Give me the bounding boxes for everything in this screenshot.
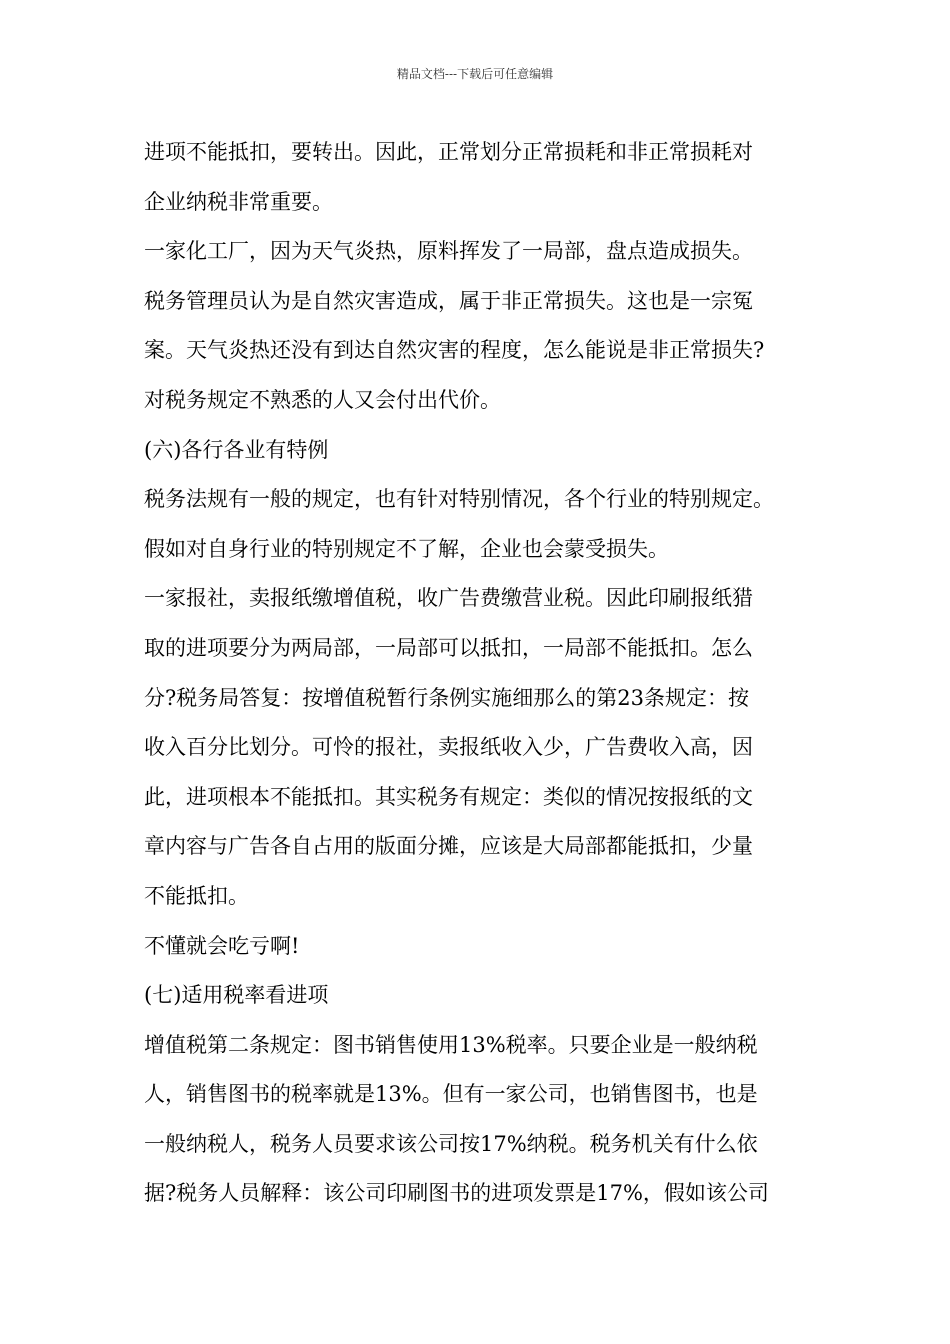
text-line: 收入百分比划分。可怜的报社，卖报纸收入少，广告费收入高，因 — [144, 735, 753, 760]
section-heading: (七)适用税率看进项 — [144, 983, 329, 1008]
text-line: 增值税第二条规定：图书销售使用13%税率。只要企业是一般纳税 — [144, 1032, 758, 1057]
text-line: 此，进项根本不能抵扣。其实税务有规定：类似的情况按报纸的文 — [144, 784, 753, 809]
text-line: 企业纳税非常重要。 — [144, 189, 333, 214]
text-line: 一般纳税人，税务人员要求该公司按17%纳税。税务机关有什么依 — [144, 1131, 758, 1156]
text-line: 取的进项要分为两局部，一局部可以抵扣，一局部不能抵扣。怎么 — [144, 635, 753, 660]
text-line: 一家化工厂，因为天气炎热，原料挥发了一局部，盘点造成损失。 — [144, 239, 753, 264]
text-line: 一家报社，卖报纸缴增值税，收广告费缴营业税。因此印刷报纸猎 — [144, 586, 753, 611]
text-line: 假如对自身行业的特别规定不了解，企业也会蒙受损失。 — [144, 536, 669, 561]
text-line: 不懂就会吃亏啊! — [144, 933, 300, 958]
text-line: 税务管理员认为是自然灾害造成，属于非正常损失。这也是一宗冤 — [144, 288, 753, 313]
document-body — [144, 131, 828, 1222]
text-line: 不能抵扣。 — [144, 883, 249, 908]
section-heading: (六)各行各业有特例 — [144, 437, 329, 462]
text-line: 进项不能抵扣，要转出。因此，正常划分正常损耗和非正常损耗对 — [144, 140, 753, 164]
text-line: 据?税务人员解释：该公司印刷图书的进项发票是17%，假如该公司 — [144, 1181, 769, 1206]
text-line: 人，销售图书的税率就是13%。但有一家公司，也销售图书，也是 — [144, 1082, 758, 1107]
text-line: 章内容与广告各自占用的版面分摊，应该是大局部都能抵扣，少量 — [144, 834, 753, 859]
text-line: 对税务规定不熟悉的人又会付出代价。 — [144, 387, 501, 412]
text-line: 税务法规有一般的规定，也有针对特别情况，各个行业的特别规定。 — [144, 487, 774, 512]
text-line: 分?税务局答复：按增值税暂行条例实施细那么的第23条规定：按 — [144, 685, 749, 710]
page-header: 精品文档---下载后可任意编辑 — [396, 67, 554, 81]
text-line: 案。天气炎热还没有到达自然灾害的程度，怎么能说是非正常损失? — [144, 338, 765, 363]
